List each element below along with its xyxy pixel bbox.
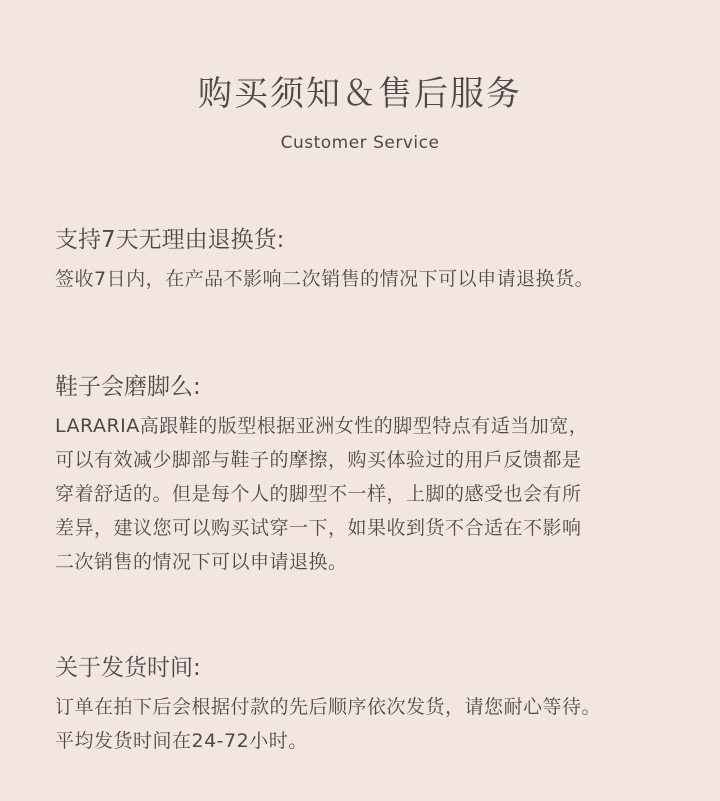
body-line: 二次销售的情况下可以申请退换。 (55, 551, 348, 573)
body-line: LARARIA高跟鞋的版型根据亚洲女性的脚型特点有适当加宽， (55, 415, 589, 437)
body-line: 平均发货时间在24-72小时。 (55, 730, 308, 752)
body-line: 差异，建议您可以购买试穿一下，如果收到货不合适在不影响 (55, 517, 582, 539)
section-heading: 关于发货时间: (55, 655, 201, 681)
section-heading: 鞋子会磨脚么: (55, 374, 201, 400)
section-heading: 支持7天无理由退换货: (55, 227, 285, 253)
section-body (55, 262, 685, 296)
body-line: 签收7日内，在产品不影响二次销售的情况下可以申请退换货。 (55, 268, 595, 290)
body-line: 可以有效减少脚部与鞋子的摩擦，购买体验过的用戶反馈都是 (55, 449, 582, 471)
section-shoe-comfort (55, 371, 685, 579)
body-line: 订单在拍下后会根据付款的先后顺序依次发货，请您耐心等待。 (55, 696, 602, 718)
section-shipping-time (55, 652, 685, 758)
section-body (55, 690, 685, 758)
body-line: 穿着舒适的。但是每个人的脚型不一样，上脚的感受也会有所 (55, 483, 582, 505)
page-subtitle: Customer Service (280, 133, 440, 153)
section-returns-policy (55, 224, 685, 296)
section-body (55, 409, 685, 579)
page-title: 购买须知＆售后服务 (198, 74, 522, 114)
